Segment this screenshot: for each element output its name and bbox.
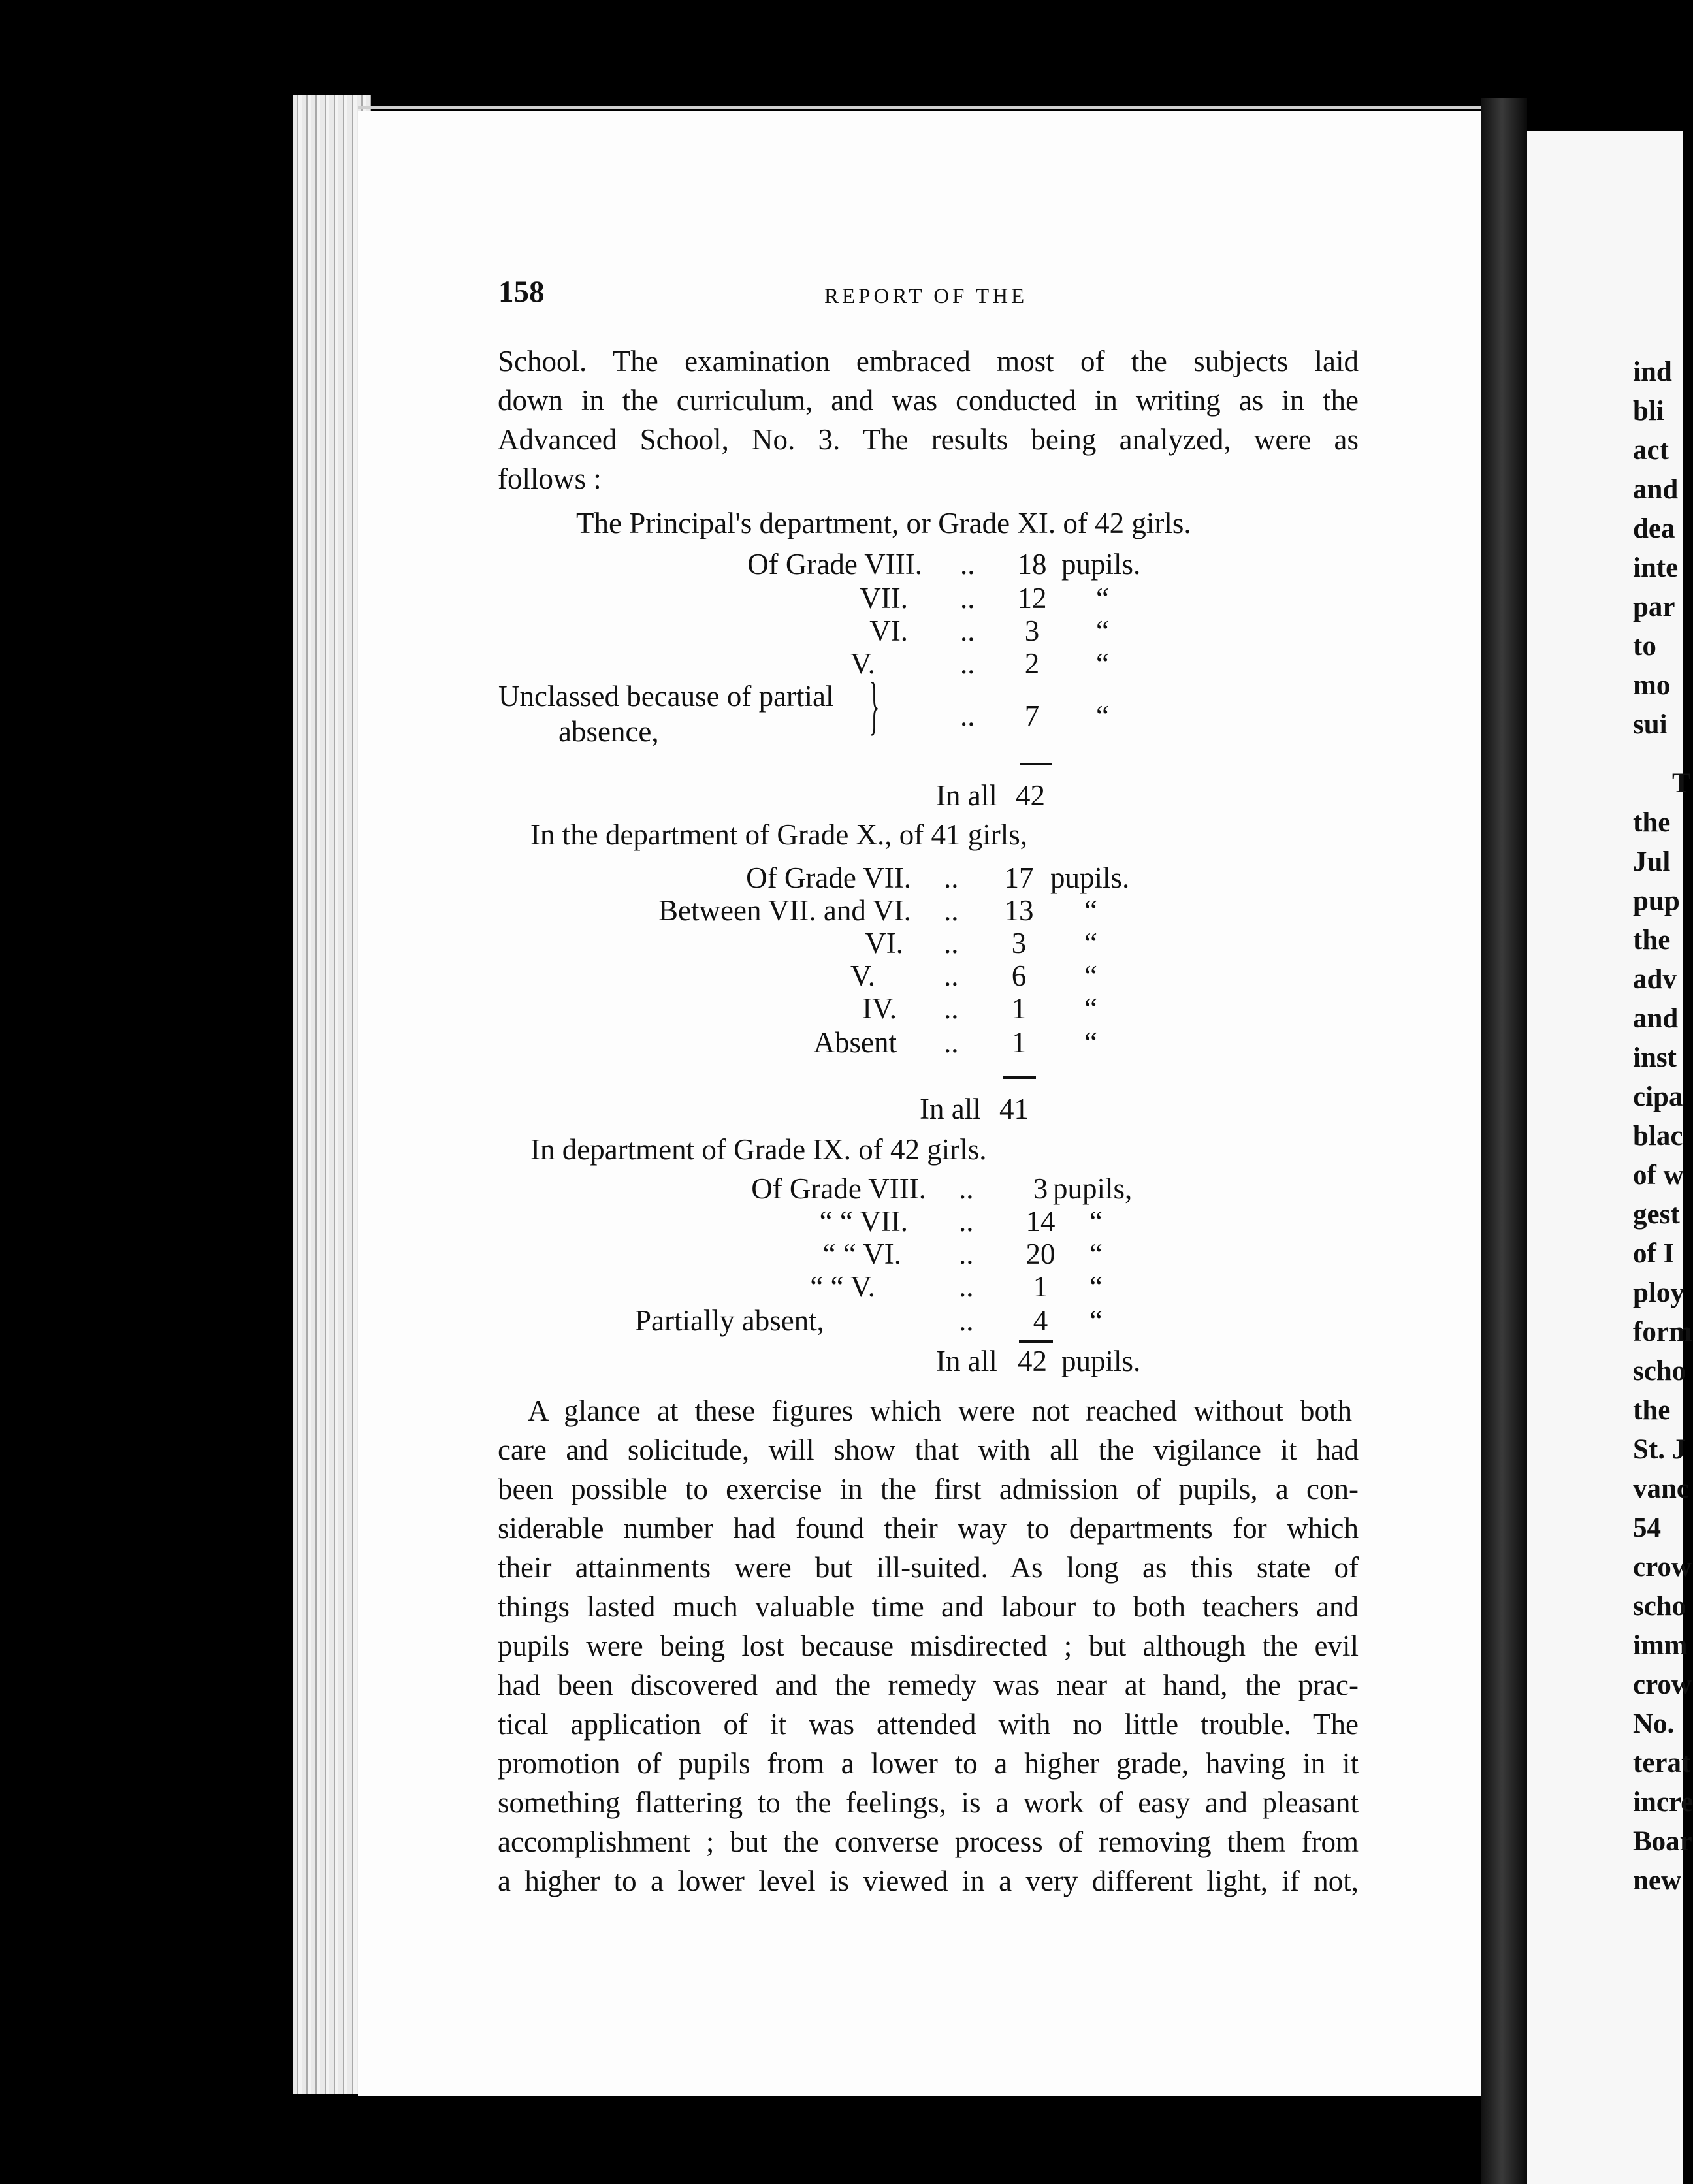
row-label: “ “ V. bbox=[810, 1270, 875, 1303]
row-dots: .. bbox=[960, 647, 975, 680]
body-line-6: things lasted much valuable time and labour to both teachers and bbox=[498, 1590, 1359, 1623]
row-label: “ “ VI. bbox=[822, 1238, 901, 1270]
row-dots: .. bbox=[944, 1026, 959, 1059]
row-label: Between VII. and VI. bbox=[658, 894, 911, 927]
facing-page-fragment: scho bbox=[1633, 1591, 1686, 1622]
facing-page-fragment: St. J bbox=[1633, 1434, 1686, 1465]
row-label: V. bbox=[850, 647, 875, 680]
row-count: 3 bbox=[1024, 615, 1040, 647]
row-unit: “ bbox=[1084, 1026, 1097, 1059]
body-line-4: siderable number had found their way to departments for which bbox=[498, 1512, 1359, 1545]
row-count: 2 bbox=[1024, 647, 1040, 680]
row-dots: .. bbox=[959, 1172, 974, 1205]
intro-line-4: follows : bbox=[498, 462, 602, 495]
total-rule bbox=[1003, 1076, 1036, 1079]
facing-page-fragment: to bbox=[1633, 631, 1656, 662]
body-line-10: promotion of pupils from a lower to a higher grade, having in it bbox=[498, 1747, 1359, 1780]
body-line-8: had been discovered and the remedy was near at hand, the prac- bbox=[498, 1669, 1359, 1701]
body-line-9: tical application of it was attended with no little trouble. The bbox=[498, 1708, 1359, 1741]
facing-page-fragment: Boar bbox=[1633, 1826, 1692, 1857]
facing-page-fragment: ind bbox=[1633, 357, 1672, 387]
total-label: In all bbox=[920, 1093, 981, 1125]
row-count: 13 bbox=[1004, 894, 1034, 927]
facing-page-fragment: incre bbox=[1633, 1787, 1693, 1818]
facing-page-fragment: of I bbox=[1633, 1238, 1675, 1269]
row-count: 1 bbox=[1011, 1026, 1027, 1059]
total-count: 42 bbox=[1018, 1345, 1047, 1377]
facing-page-fragment: T bbox=[1672, 768, 1691, 799]
book-gutter bbox=[1481, 98, 1527, 2184]
row-label: V. bbox=[850, 959, 875, 992]
facing-page-fragment: form bbox=[1633, 1317, 1692, 1347]
row-count: 1 bbox=[1011, 992, 1027, 1025]
row-unit: “ bbox=[1084, 959, 1097, 992]
row-dots: .. bbox=[959, 1205, 974, 1238]
intro-line-2: down in the curriculum, and was conducted in writing as in the bbox=[498, 384, 1359, 417]
row-count: 7 bbox=[1024, 699, 1040, 732]
facing-page-fragment: 54 bbox=[1633, 1513, 1661, 1543]
facing-page-fragment: cipa bbox=[1633, 1082, 1683, 1112]
row-dots: .. bbox=[960, 699, 975, 732]
page-number: 158 bbox=[498, 275, 545, 309]
unclassed-line-2: absence, bbox=[558, 715, 659, 748]
facing-page-fragment: mo bbox=[1633, 670, 1671, 701]
row-label: “ “ VII. bbox=[819, 1205, 908, 1238]
row-dots: .. bbox=[944, 894, 959, 927]
row-count: 6 bbox=[1011, 959, 1027, 992]
row-label: VI. bbox=[869, 615, 908, 647]
body-line-5: their attainments were but ill-suited. As long as this state of bbox=[498, 1551, 1359, 1584]
row-label: Of Grade VII. bbox=[746, 861, 911, 894]
row-unit: “ bbox=[1089, 1238, 1103, 1270]
row-unit: “ bbox=[1096, 582, 1109, 615]
facing-page-fragment: ploy bbox=[1633, 1277, 1685, 1308]
row-count: 18 bbox=[1017, 548, 1047, 581]
total-label: In all bbox=[936, 1345, 997, 1377]
body-line-2: care and solicitude, will show that with all the vigilance it had bbox=[498, 1434, 1359, 1466]
facing-page-fragment: sui bbox=[1633, 709, 1668, 740]
facing-page-fragment: the bbox=[1633, 807, 1671, 838]
row-count: 3 bbox=[1033, 1172, 1048, 1205]
section-heading-grade-xi: The Principal's department, or Grade XI. of 42 girls. bbox=[576, 507, 1191, 539]
row-unit: “ bbox=[1084, 992, 1097, 1025]
facing-page-fragment: No. bbox=[1633, 1709, 1675, 1739]
row-count: 3 bbox=[1011, 927, 1027, 959]
facing-page-fragment: pup bbox=[1633, 886, 1680, 916]
facing-page-fragment: par bbox=[1633, 592, 1675, 622]
row-dots: .. bbox=[944, 861, 959, 894]
row-dots: .. bbox=[960, 615, 975, 647]
body-line-13: a higher to a lower level is viewed in a very different light, if not, bbox=[498, 1865, 1359, 1897]
row-count: 20 bbox=[1025, 1238, 1056, 1270]
facing-page-fragment: of w bbox=[1633, 1160, 1684, 1191]
intro-line-3: Advanced School, No. 3. The results being analyzed, were as bbox=[498, 423, 1359, 456]
total-count: 42 bbox=[1016, 779, 1045, 812]
row-unit: pupils. bbox=[1050, 861, 1130, 894]
facing-page-fragment: vanc bbox=[1633, 1473, 1689, 1504]
facing-page-fragment: inte bbox=[1633, 553, 1679, 583]
right-brace: } bbox=[869, 669, 880, 741]
row-dots: .. bbox=[944, 959, 959, 992]
intro-line-1: School. The examination embraced most of the subjects laid bbox=[498, 345, 1359, 377]
total-count: 41 bbox=[999, 1093, 1029, 1125]
section-heading-grade-x: In the department of Grade X., of 41 girls, bbox=[530, 818, 1028, 851]
row-dots: .. bbox=[959, 1304, 974, 1337]
row-unit: “ bbox=[1089, 1205, 1103, 1238]
row-label: Absent bbox=[813, 1026, 897, 1059]
row-dots: .. bbox=[960, 582, 975, 615]
body-line-12: accomplishment ; but the converse process of removing them from bbox=[498, 1825, 1359, 1858]
row-unit: “ bbox=[1096, 647, 1109, 680]
facing-page-fragment: and bbox=[1633, 474, 1679, 505]
facing-page-fragment: crow bbox=[1633, 1669, 1692, 1700]
row-unit: “ bbox=[1084, 927, 1097, 959]
facing-page-fragment: blac bbox=[1633, 1121, 1683, 1151]
row-dots: .. bbox=[944, 992, 959, 1025]
row-label: Of Grade VIII. bbox=[747, 548, 922, 581]
row-unit: pupils, bbox=[1053, 1172, 1133, 1205]
page-top-edge bbox=[358, 106, 1511, 109]
row-unit: “ bbox=[1089, 1270, 1103, 1303]
facing-page-fragment: terat bbox=[1633, 1748, 1691, 1778]
body-line-11: something flattering to the feelings, is a work of easy and pleasant bbox=[498, 1786, 1359, 1819]
row-count: 17 bbox=[1004, 861, 1034, 894]
row-label: Of Grade VIII. bbox=[751, 1172, 926, 1205]
facing-page-fragment: the bbox=[1633, 1395, 1671, 1426]
row-count: 1 bbox=[1033, 1270, 1048, 1303]
row-dots: .. bbox=[959, 1270, 974, 1303]
facing-page-fragment: dea bbox=[1633, 513, 1675, 544]
unclassed-line-1: Unclassed because of partial bbox=[498, 680, 834, 713]
facing-page-fragment: Jul bbox=[1633, 846, 1671, 877]
row-unit: “ bbox=[1084, 894, 1097, 927]
facing-page-fragment: imm bbox=[1633, 1630, 1688, 1661]
section-heading-grade-ix: In department of Grade IX. of 42 girls. bbox=[530, 1133, 987, 1166]
facing-page-fragment: bli bbox=[1633, 396, 1664, 426]
facing-page-fragment: adv bbox=[1633, 964, 1677, 995]
row-dots: .. bbox=[959, 1238, 974, 1270]
facing-page-fragment: new bbox=[1633, 1865, 1682, 1896]
body-line-3: been possible to exercise in the first admission of pupils, a con- bbox=[498, 1473, 1359, 1505]
row-unit: “ bbox=[1089, 1304, 1103, 1337]
row-label: IV. bbox=[862, 992, 897, 1025]
running-head: REPORT OF THE bbox=[824, 285, 1028, 308]
total-unit: pupils. bbox=[1061, 1345, 1141, 1377]
body-line-7: pupils were being lost because misdirected ; but although the evil bbox=[498, 1630, 1359, 1662]
row-unit: pupils. bbox=[1061, 548, 1141, 581]
row-count: 14 bbox=[1025, 1205, 1056, 1238]
row-count: 4 bbox=[1033, 1304, 1048, 1337]
facing-page-fragment: the bbox=[1633, 925, 1671, 956]
facing-page-fragment: crow bbox=[1633, 1552, 1692, 1582]
row-unit: “ bbox=[1096, 615, 1109, 647]
facing-page-fragment: scho bbox=[1633, 1356, 1686, 1387]
facing-page-fragment: gest bbox=[1633, 1199, 1680, 1230]
body-line-1: A glance at these figures which were not reached without both bbox=[528, 1394, 1352, 1427]
row-dots: .. bbox=[944, 927, 959, 959]
row-count: 12 bbox=[1017, 582, 1047, 615]
row-label: VI. bbox=[865, 927, 903, 959]
facing-page-fragment: act bbox=[1633, 435, 1669, 466]
facing-page-fragment: and bbox=[1633, 1003, 1679, 1034]
total-label: In all bbox=[936, 779, 997, 812]
total-rule bbox=[1020, 763, 1052, 765]
facing-page-fragment: inst bbox=[1633, 1042, 1677, 1073]
row-unit: “ bbox=[1096, 699, 1109, 732]
row-label: VII. bbox=[860, 582, 908, 615]
row-label: Partially absent, bbox=[635, 1304, 824, 1337]
row-dots: .. bbox=[960, 548, 975, 581]
